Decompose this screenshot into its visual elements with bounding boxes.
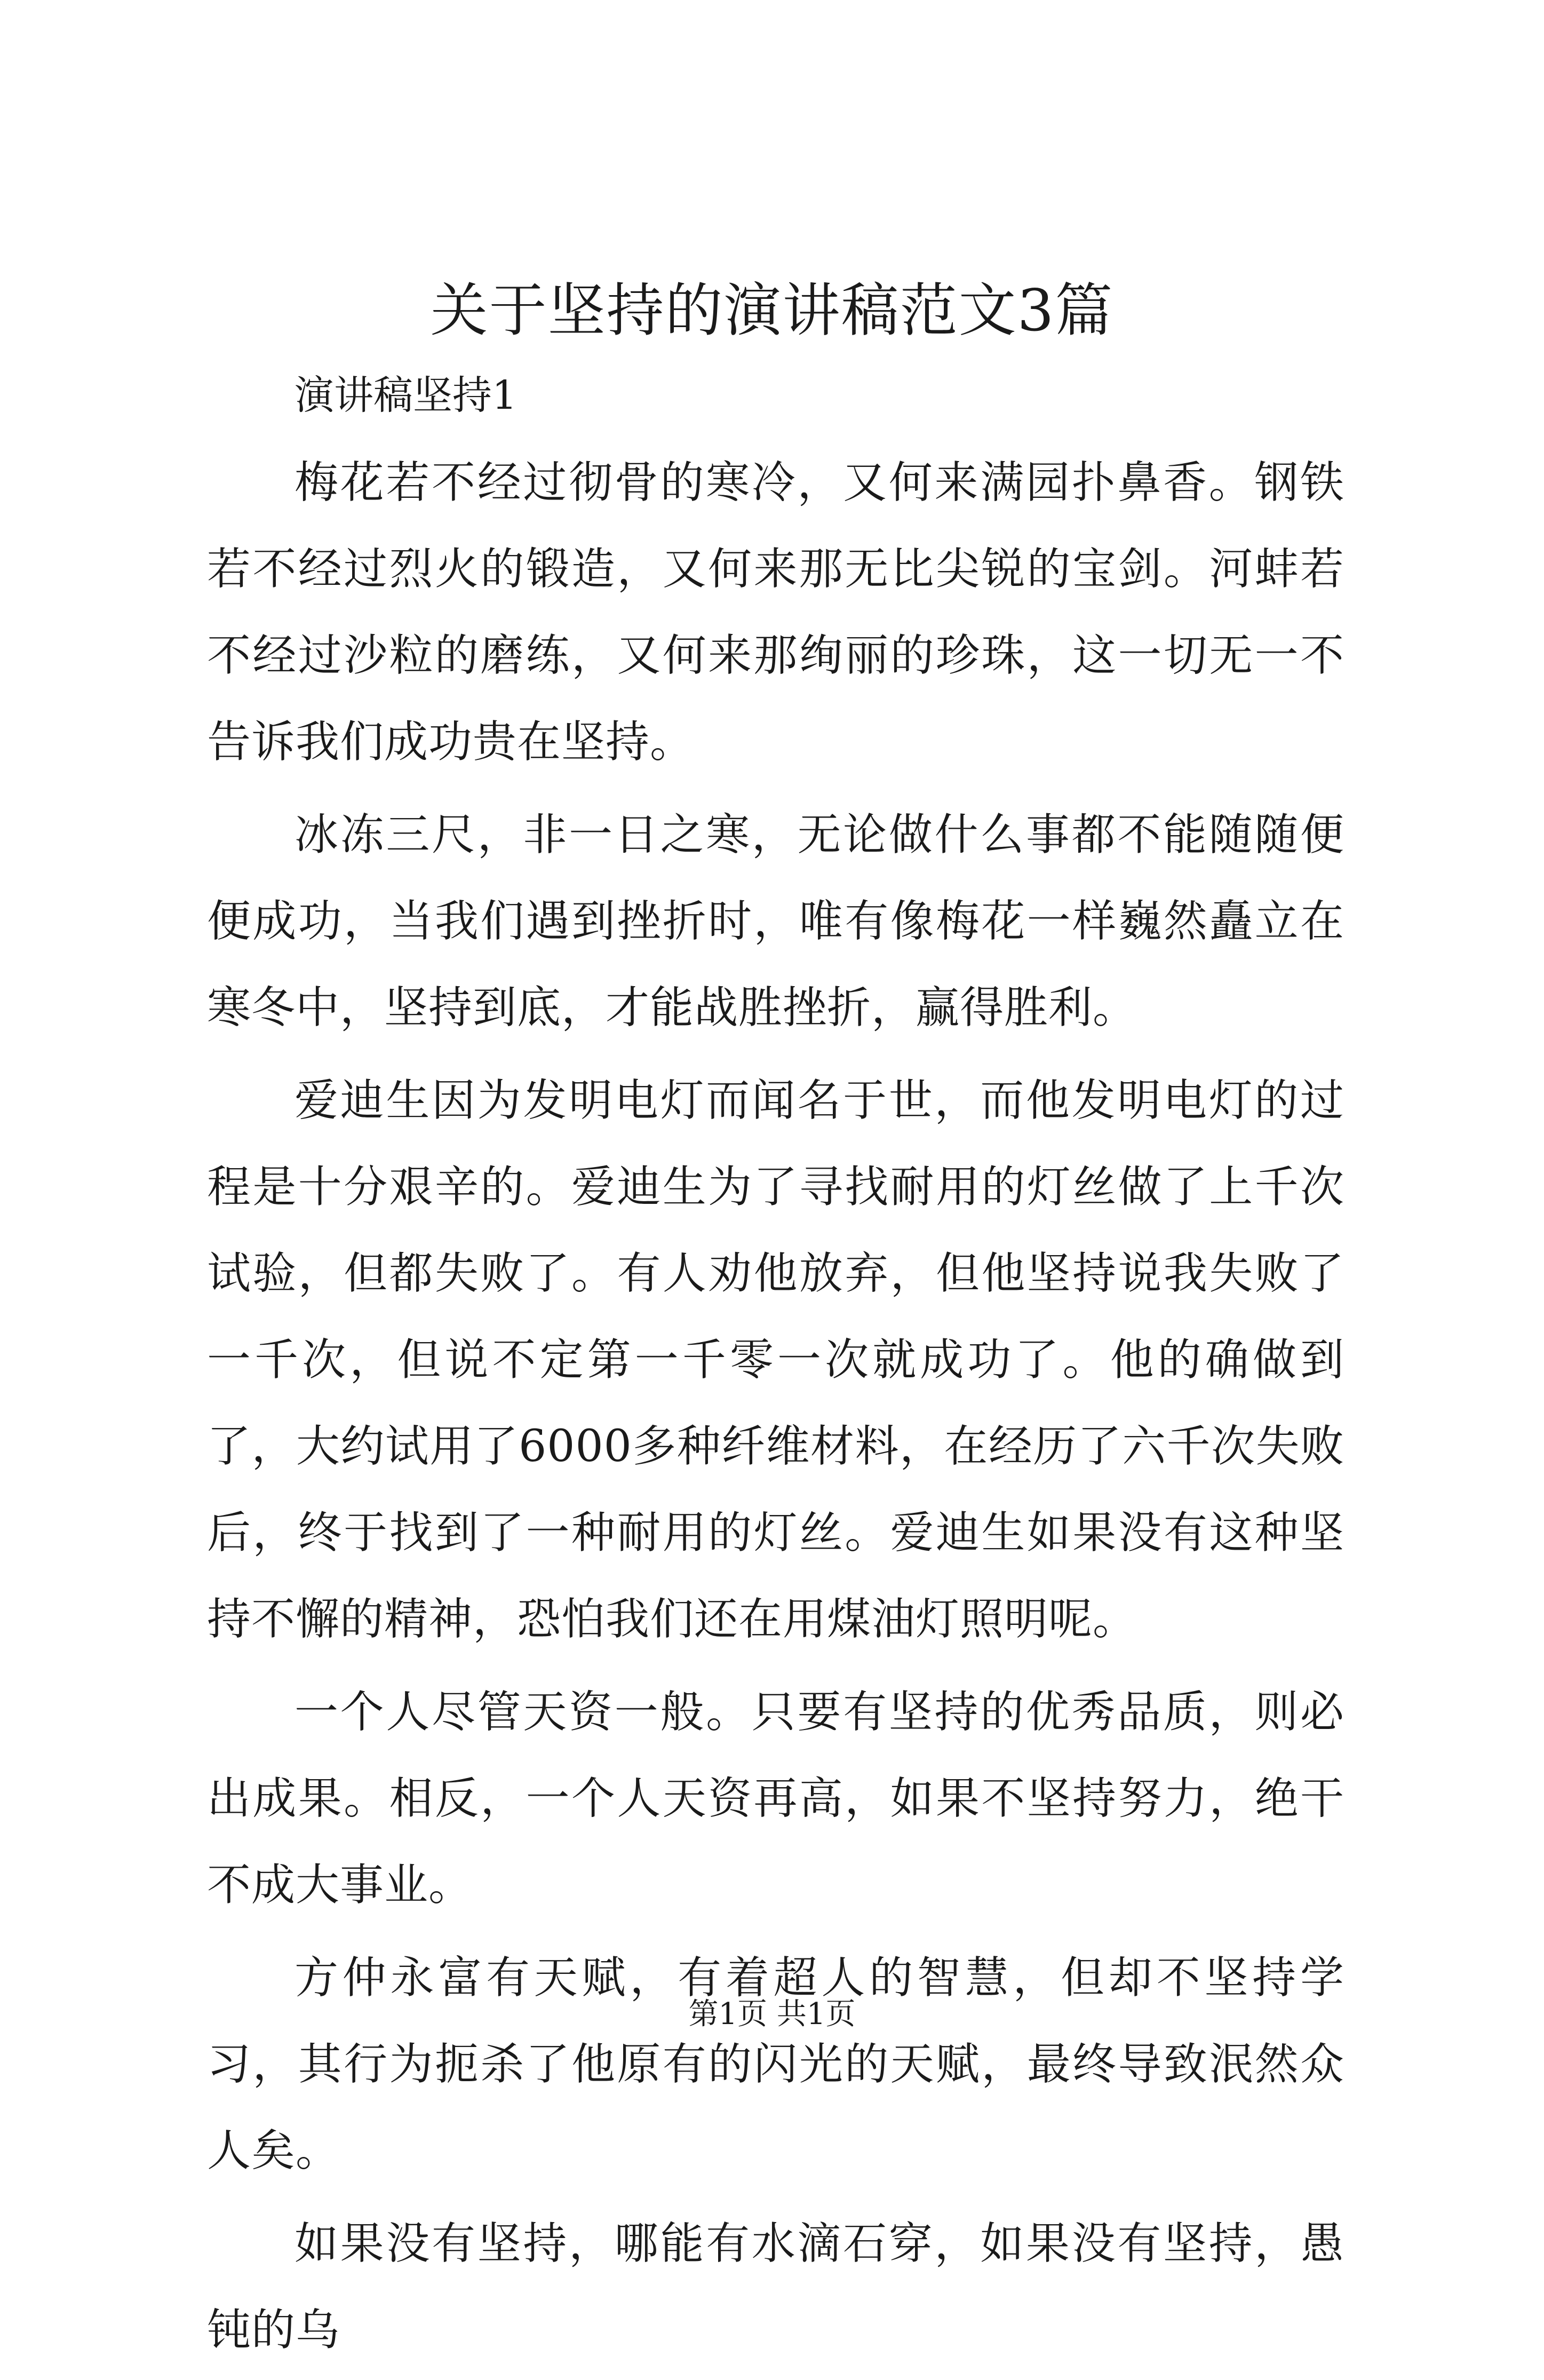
paragraph: 梅花若不经过彻骨的寒冷，又何来满园扑鼻香。钢铁若不经过烈火的锻造，又何来那无比尖锐的宝剑。河蚌若不经过沙粒的磨练，又何来那绚丽的珍珠，这一切无一不告诉我们成功贵在坚持。 (207, 457, 1344, 767)
document-body (207, 363, 1344, 2380)
section-subtitle: 演讲稿坚持1 (295, 372, 518, 418)
paragraph: 方仲永富有天赋，有着超人的智慧，但却不坚持学习，其行为扼杀了他原有的闪光的天赋，最终导致泯然众人矣。 (207, 1953, 1344, 2176)
paragraph: 冰冻三尺，非一日之寒，无论做什么事都不能随随便便成功，当我们遇到挫折时，唯有像梅花一样巍然矗立在寒冬中，坚持到底，才能战胜挫折，赢得胜利。 (207, 810, 1344, 1033)
paragraph: 一个人尽管天资一般。只要有坚持的优秀品质，则必出成果。相反，一个人天资再高，如果不坚持努力，绝干不成大事业。 (207, 1687, 1344, 1910)
page-footer: 第1页 共1页 (688, 1997, 856, 2032)
paragraph: 如果没有坚持，哪能有水滴石穿，如果没有坚持，愚钝的乌 (207, 2218, 1344, 2355)
paragraph: 爱迪生因为发明电灯而闻名于世，而他发明电灯的过程是十分艰辛的。爱迪生为了寻找耐用的灯丝做了上千次试验，但都失败了。有人劝他放弃，但他坚持说我失败了一千次，但说不定第一千零一次就成功了。他的确做到了，大约试用了6000多种纤维材料，在经历了六千次失败后，终于找到了一种耐用的灯丝。爱迪生如果没有这种坚持不懈的精神，恐怕我们还在用煤油灯照明呢。 (207, 1075, 1344, 1645)
document-title: 关于坚持的演讲稿范文3篇 (430, 277, 1114, 344)
